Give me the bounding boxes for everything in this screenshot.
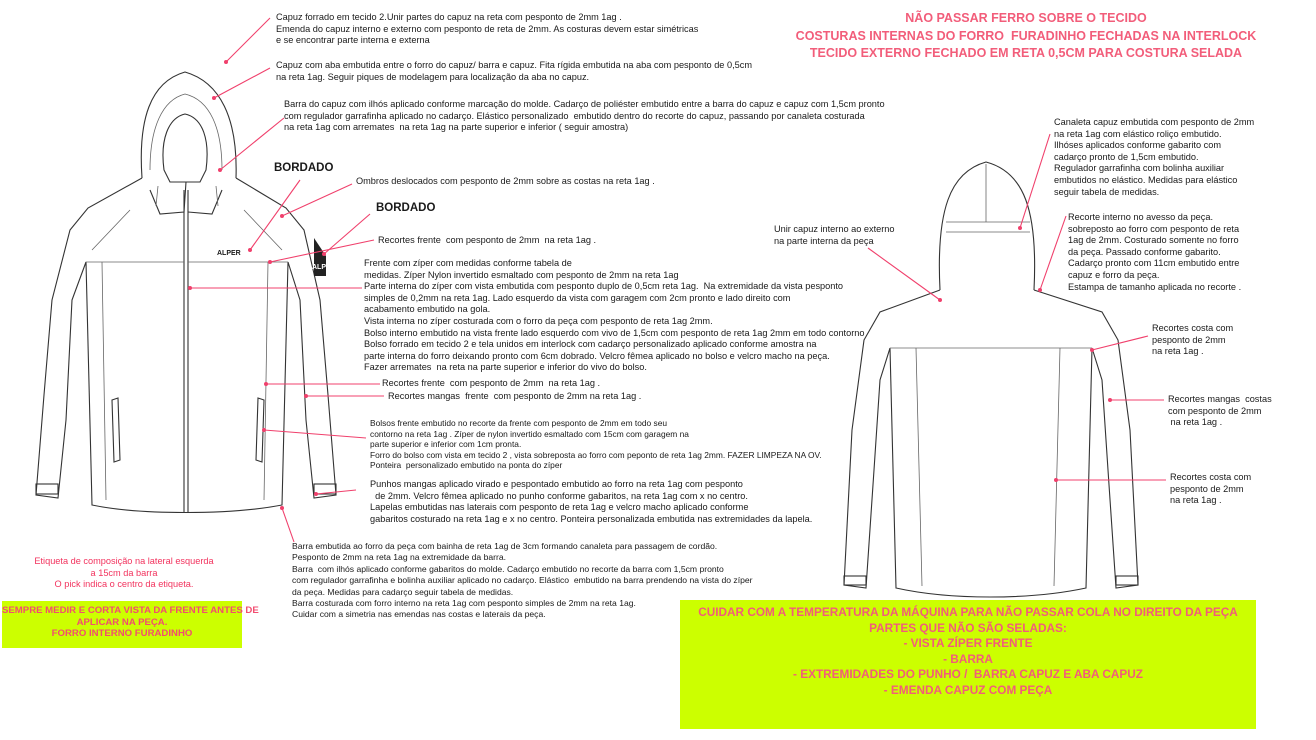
front-hood-cords: [156, 186, 218, 206]
left-green-warning: SEMPRE MEDIR E CORTA VISTA DA FRENTE ANTES DE APLICAR NA PEÇA. FORRO INTERNO FURADINHO: [2, 601, 242, 648]
note-cuffs: Punhos mangas aplicado virado e pespontado embutido ao forro na reta 1ag com pesponto de 2mm. Velcro fêmea aplicado no punho conforme gabaritos, na reta 1ag com x no centro. Lapelas embutidas nas laterais com pesponto de reta 1ag e velcro macho aplicado conforme gabaritos costurado na reta 1ag e x no centro. Ponteira personalizada embutida nas extremidades da lapela.: [370, 479, 813, 524]
note-zipper-block: Frente com zíper com medidas conforme tabela de medidas. Zíper Nylon invertido esmaltado com pesponto de 2mm na reta 1ag Parte interna do zíper com vista embutida com pesponto duplo de 0,5cm reta 1ag. Na extremidade da vista pesponto simples de 0,2mm na reta 1ag. Lado esquerdo da vista com garagem com 2cm pronto e lado direito com acabamento embutido na gola. Vista interna no zíper costurada com o forro da peça com pesponto de reta 1ag 2mm. Bolso interno embutido na vista frente lado esquerdo com vivo de 1,5cm com pesponto de reta 1ag 2mm em todo contorno Bolso forrado em tecido 2 e tela unidos em interlock com cadarço personalizado aplicado conforme amostra na parte interna do forro deixando pronto com 6cm dobrado. Velcro fêmea aplicado no bolso e velcro macho na peça. Fazer arremates na reta na parte superior e inferior do vivo do bolso.: [364, 258, 865, 373]
note-composition-label: Etiqueta de composição na lateral esquerda a 15cm da barra O pick indica o centro da etiqueta.: [34, 556, 214, 589]
bottom-warning-line-6: - EMENDA CAPUZ COM PEÇA: [883, 682, 1053, 697]
front-shoulder-seam: [92, 210, 282, 250]
bottom-warning-line-4: - BARRA: [943, 651, 993, 666]
back-right-cuff: [1116, 576, 1138, 585]
front-left-pocket: [112, 398, 120, 462]
header-warning-2: COSTURAS INTERNAS DO FORRO FURADINHO FECHADAS NA INTERLOCK: [795, 28, 1257, 43]
front-hood-opening: [163, 114, 207, 182]
bottom-warning-line-5: - EXTREMIDADES DO PUNHO / BARRA CAPUZ E ABA CAPUZ: [793, 667, 1143, 682]
note-hood-flap: Capuz com aba embutida entre o forro do capuz/ barra e capuz. Fita rígida embutida na aba com pesponto de 0,5cm na reta 1ag. Seguir piques de modelagem para localização da aba no capuz.: [276, 60, 752, 82]
front-hood-inner: [150, 94, 222, 170]
label-bordado-1: BORDADO: [274, 162, 334, 174]
note-front-cuts: Recortes frente com pesponto de 2mm na reta 1ag .: [378, 235, 597, 245]
note-pockets: Bolsos frente embutido no recorte da frente com pesponto de 2mm em todo seu contorno na reta 1ag . Zíper de nylon invertido esmaltado com 15cm com garagem na parte superior e inferior com 1cm pronta. Forro do bolso com vista em tecido 2 , vista sobreposta ao forro com peponto de reta 1ag 2mm. FAZER LIMPEZA NA OV. Ponteira personalizado embutido na ponta do zíper: [370, 418, 822, 471]
back-left-cuff: [844, 576, 866, 585]
header-warning-3: TECIDO EXTERNO FECHADO EM RETA 0,5CM PARA COSTURA SELADA: [809, 46, 1243, 60]
note-sleeve-cuts: Recortes mangas frente com pesponto de 2mm na reta 1ag .: [388, 391, 642, 401]
note-shoulders: Ombros deslocados com pesponto de 2mm sobre as costas na reta 1ag .: [356, 176, 655, 186]
sleeve-logo-text: ALP: [312, 264, 326, 271]
note-back-cuts-1: Recortes costa com pesponto de 2mm na reta 1ag .: [1152, 323, 1234, 357]
label-bordado-2: BORDADO: [376, 202, 436, 214]
bottom-warning-line-1: CUIDAR COM A TEMPERATURA DA MÁQUINA PARA NÃO PASSAR COLA NO DIREITO DA PEÇA: [698, 605, 1238, 619]
bottom-warning-line-3: - VISTA ZÍPER FRENTE: [903, 636, 1033, 651]
front-side-panel-seams: [102, 262, 268, 500]
front-collar: [150, 182, 222, 214]
note-hem: Barra embutida ao forro da peça com bainha de reta 1ag de 3cm formando canaleta para passagem de cordão. Pesponto de 2mm na reta 1ag na extremidade da barra. Barra com ilhós aplicado conforme gabaritos do molde. Cadarço embutido no recorte da barra com 1,5cm pronto com regulador garrafinha e bolinha auxiliar aplicado no cadarço. Elástico embutido na barra prendendo na vista do zíper da peça. Medidas para cadarço seguir tabela de medidas. Barra costurada com forro interno na reta 1ag com pesponto simples de 2mm na reta 1ag. Cuidar com a simetria nas emendas nas costas e laterais da peça.: [292, 541, 753, 620]
note-back-cuts-2: Recortes costa com pesponto de 2mm na reta 1ag .: [1170, 472, 1252, 506]
header-warning-1: NÃO PASSAR FERRO SOBRE O TECIDO: [905, 11, 1147, 25]
header-warnings: [740, 10, 1312, 63]
front-left-cuff: [36, 484, 58, 494]
note-front-cuts-2: Recortes frente com pesponto de 2mm na reta 1ag .: [382, 378, 601, 388]
front-body-outline: [36, 178, 336, 513]
bottom-green-warning: [680, 600, 1256, 729]
back-body-outline: [844, 290, 1138, 597]
note-inner-cut: Recorte interno no avesso da peça. sobreposto ao forro com pesponto de reta 1ag de 2mm. Costurado somente no forro da peça. Passado conforme gabarito. Cadarço pronto com 11cm embutido entre capuz e forro da peça. Estampa de tamanho aplicada no recorte .: [1068, 212, 1242, 292]
front-jacket-drawing: [36, 72, 336, 513]
chest-logo-text: ALPER: [217, 250, 241, 257]
bottom-warning-line-2: PARTES QUE NÃO SÃO SELADAS:: [869, 620, 1067, 635]
back-hood-channel: [946, 222, 1030, 232]
note-hood-lining: Capuz forrado em tecido 2.Unir partes do capuz na reta com pesponto de 2mm 1ag . Emenda do capuz interno e externo com pesponto de reta de 2mm. As costuras devem estar simétricas e se encontrar parte interna e externa: [276, 12, 699, 46]
note-join-hood: Unir capuz interno ao externo na parte interna da peça: [774, 224, 895, 246]
note-hood-channel: Canaleta capuz embutida com pesponto de 2mm na reta 1ag com elástico roliço embutido. Ilhóses aplicados conforme gabarito com cadarço pronto de 1,5cm embutido. Regulador garrafinha com bolinha auxiliar embutidos no elástico. Medidas para elástico seguir tabela de medidas.: [1054, 117, 1255, 197]
note-sleeve-back-cuts: Recortes mangas costas com pesponto de 2mm na reta 1ag .: [1168, 394, 1272, 428]
back-panel-seams: [916, 348, 1060, 586]
note-hood-hem: Barra do capuz com ilhós aplicado conforme marcação do molde. Cadarço de poliéster embutido entre a barra do capuz e capuz com 1,5cm pronto com regulador garrafinha aplicado no cadarço. Elástico personalizado embutido dentro do recorte do capuz, passando por canaleta costurada na reta 1ag com arremates na reta 1ag na parte superior e inferior ( seguir amostra): [284, 99, 885, 133]
